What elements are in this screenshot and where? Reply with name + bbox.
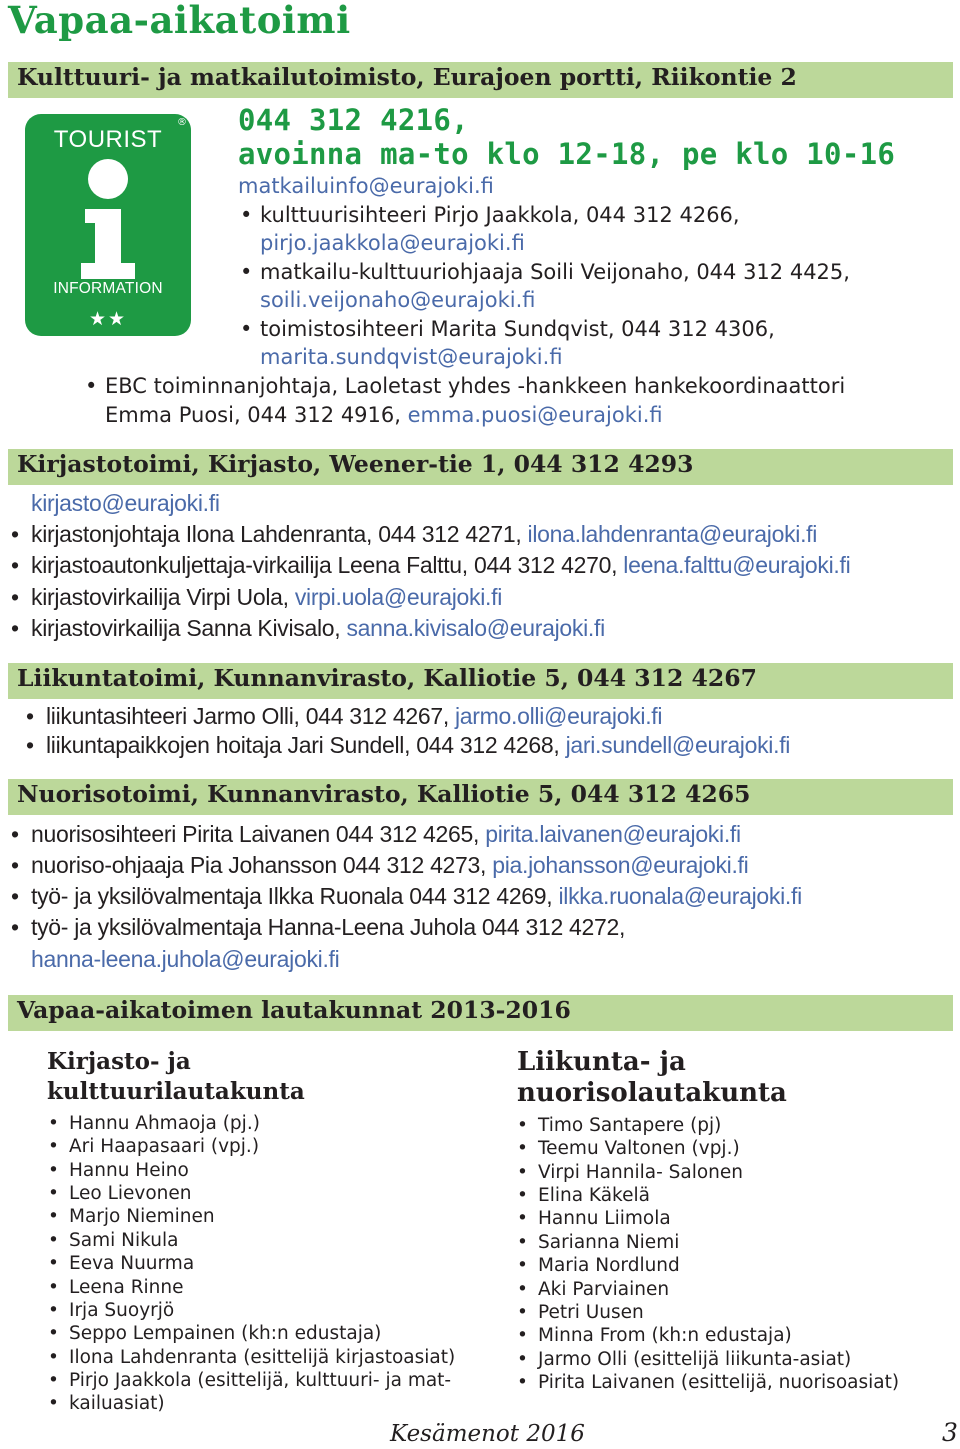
staff-email-link[interactable]: hanna-leena.juhola@eurajoki.fi bbox=[31, 946, 340, 972]
section-heading: Nuorisotoimi, Kunnanvirasto, Kalliotie 5, 044 312 4265 bbox=[17, 780, 751, 808]
sports-board-title: Liikunta- ja nuorisolautakunta bbox=[517, 1047, 787, 1108]
list-item: • Marjo Nieminen bbox=[69, 1206, 215, 1227]
section-heading: Kirjastotoimi, Kirjasto, Weener-tie 1, 044 312 4293 bbox=[17, 450, 694, 478]
section-header-youth bbox=[8, 779, 953, 815]
section-heading: Liikuntatoimi, Kunnanvirasto, Kalliotie 5, 044 312 4267 bbox=[17, 664, 757, 692]
list-item: • Minna From (kh:n edustaja) bbox=[538, 1325, 792, 1346]
page-title: Vapaa-aikatoimi bbox=[8, 0, 351, 42]
staff-email-link[interactable]: soili.veijonaho@eurajoki.fi bbox=[260, 288, 536, 312]
ebc-item-line2 bbox=[105, 403, 663, 427]
staff-item: • työ- ja yksilövalmentaja Ilkka Ruonala 044 312 4269, ilkka.ruonala@eurajoki.fi bbox=[31, 883, 802, 910]
list-item: • Elina Käkelä bbox=[538, 1185, 650, 1206]
ebc-email-link[interactable]: emma.puosi@eurajoki.fi bbox=[407, 403, 663, 427]
tourist-email-link[interactable]: matkailuinfo@eurajoki.fi bbox=[238, 174, 494, 198]
staff-item: • kirjastoautonkuljettaja-virkailija Leena Falttu, 044 312 4270, leena.falttu@eurajoki.fi bbox=[31, 552, 850, 579]
list-item: • Ilona Lahdenranta (esittelijä kirjastoasiat) bbox=[69, 1347, 455, 1368]
list-item: • Hannu Ahmaoja (pj.) bbox=[69, 1113, 260, 1134]
list-item: • Eeva Nuurma bbox=[69, 1253, 194, 1274]
staff-email-link[interactable]: pirjo.jaakkola@eurajoki.fi bbox=[260, 231, 525, 255]
staff-email-link[interactable]: marita.sundqvist@eurajoki.fi bbox=[260, 345, 563, 369]
staff-email-link[interactable]: virpi.uola@eurajoki.fi bbox=[294, 584, 503, 610]
footer-publication: Kesämenot 2016 bbox=[390, 1421, 585, 1447]
list-item: • Pirita Laivanen (esittelijä, nuorisoasiat) bbox=[538, 1372, 899, 1393]
staff-item: • matkailu-kulttuuriohjaaja Soili Veijonaho, 044 312 4425, bbox=[260, 260, 850, 284]
list-item: • Irja Suoyrjö bbox=[69, 1300, 174, 1321]
staff-item: • nuoriso-ohjaaja Pia Johansson 044 312 4273, pia.johansson@eurajoki.fi bbox=[31, 852, 748, 879]
list-item: • Hannu Liimola bbox=[538, 1208, 671, 1229]
registered-mark: ® bbox=[177, 117, 187, 128]
list-item: • Timo Santapere (pj) bbox=[538, 1115, 721, 1136]
tourist-hours: avoinna ma-to klo 12-18, pe klo 10-16 bbox=[238, 137, 896, 171]
list-item: • Petri Uusen bbox=[538, 1302, 644, 1323]
ebc-item: • EBC toiminnanjohtaja, Laoletast yhdes -hankkeen hankekoordinaattori bbox=[105, 374, 845, 398]
logo-top-text: TOURIST bbox=[53, 126, 163, 153]
staff-email-link[interactable]: jari.sundell@eurajoki.fi bbox=[565, 732, 791, 758]
library-email-link[interactable]: kirjasto@eurajoki.fi bbox=[31, 490, 220, 516]
section-header-sports bbox=[8, 663, 953, 699]
list-item: • Leena Rinne bbox=[69, 1277, 184, 1298]
list-item: • Ari Haapasaari (vpj.) bbox=[69, 1136, 259, 1157]
list-item: • Seppo Lempainen (kh:n edustaja) bbox=[69, 1323, 381, 1344]
staff-item: • liikuntasihteeri Jarmo Olli, 044 312 4267, jarmo.olli@eurajoki.fi bbox=[46, 703, 662, 730]
staff-email-link[interactable]: pirita.laivanen@eurajoki.fi bbox=[485, 821, 741, 847]
section-heading: Kulttuuri- ja matkailutoimisto, Eurajoen portti, Riikontie 2 bbox=[17, 63, 797, 91]
staff-email-link[interactable]: pia.johansson@eurajoki.fi bbox=[492, 852, 749, 878]
list-item: • Virpi Hannila- Salonen bbox=[538, 1162, 743, 1183]
staff-item: • kirjastonjohtaja Ilona Lahdenranta, 044 312 4271, ilona.lahdenranta@eurajoki.fi bbox=[31, 521, 817, 548]
staff-item: • työ- ja yksilövalmentaja Hanna-Leena Juhola 044 312 4272, bbox=[31, 914, 625, 941]
list-item: • Sami Nikula bbox=[69, 1230, 178, 1251]
list-item: • Pirjo Jaakkola (esittelijä, kulttuuri- ja mat- bbox=[69, 1370, 451, 1391]
tourist-phone: 044 312 4216, bbox=[238, 103, 469, 137]
star-icons: ★★ bbox=[88, 308, 128, 330]
staff-item: • kirjastovirkailija Virpi Uola, virpi.uola@eurajoki.fi bbox=[31, 584, 502, 611]
list-item: • Teemu Valtonen (vpj.) bbox=[538, 1138, 740, 1159]
tourist-info-logo bbox=[25, 114, 191, 336]
staff-email-link[interactable]: jarmo.olli@eurajoki.fi bbox=[455, 703, 663, 729]
section-heading: Vapaa-aikatoimen lautakunnat 2013-2016 bbox=[17, 996, 571, 1024]
list-item: • Jarmo Olli (esittelijä liikunta-asiat) bbox=[538, 1349, 851, 1370]
info-i-icon bbox=[75, 159, 141, 283]
list-item: • Aki Parviainen bbox=[538, 1279, 669, 1300]
staff-email-link[interactable]: ilona.lahdenranta@eurajoki.fi bbox=[527, 521, 818, 547]
list-item: • Hannu Heino bbox=[69, 1160, 189, 1181]
list-item-continuation: • kailuasiat) bbox=[69, 1393, 165, 1414]
staff-email-link[interactable]: sanna.kivisalo@eurajoki.fi bbox=[346, 615, 605, 641]
staff-item: • nuorisosihteeri Pirita Laivanen 044 312 4265, pirita.laivanen@eurajoki.fi bbox=[31, 821, 741, 848]
staff-item: • liikuntapaikkojen hoitaja Jari Sundell, 044 312 4268, jari.sundell@eurajoki.fi bbox=[46, 732, 790, 759]
list-item: • Maria Nordlund bbox=[538, 1255, 680, 1276]
page-number: 3 bbox=[942, 1418, 958, 1447]
staff-item: • kulttuurisihteeri Pirjo Jaakkola, 044 312 4266, bbox=[260, 203, 740, 227]
staff-email-link[interactable]: ilkka.ruonala@eurajoki.fi bbox=[558, 883, 802, 909]
section-header-library bbox=[8, 449, 953, 485]
section-header-boards bbox=[8, 995, 953, 1031]
ebc-contact: Emma Puosi, 044 312 4916, bbox=[105, 403, 401, 427]
list-item: • Sarianna Niemi bbox=[538, 1232, 679, 1253]
logo-bottom-text: INFORMATION bbox=[53, 280, 163, 297]
staff-item: • kirjastovirkailija Sanna Kivisalo, sanna.kivisalo@eurajoki.fi bbox=[31, 615, 605, 642]
library-board-title: Kirjasto- ja kulttuurilautakunta bbox=[47, 1048, 305, 1105]
staff-email-link[interactable]: leena.falttu@eurajoki.fi bbox=[623, 552, 851, 578]
staff-item: • toimistosihteeri Marita Sundqvist, 044 312 4306, bbox=[260, 317, 775, 341]
list-item: • Leo Lievonen bbox=[69, 1183, 192, 1204]
section-header-tourist bbox=[8, 62, 953, 98]
